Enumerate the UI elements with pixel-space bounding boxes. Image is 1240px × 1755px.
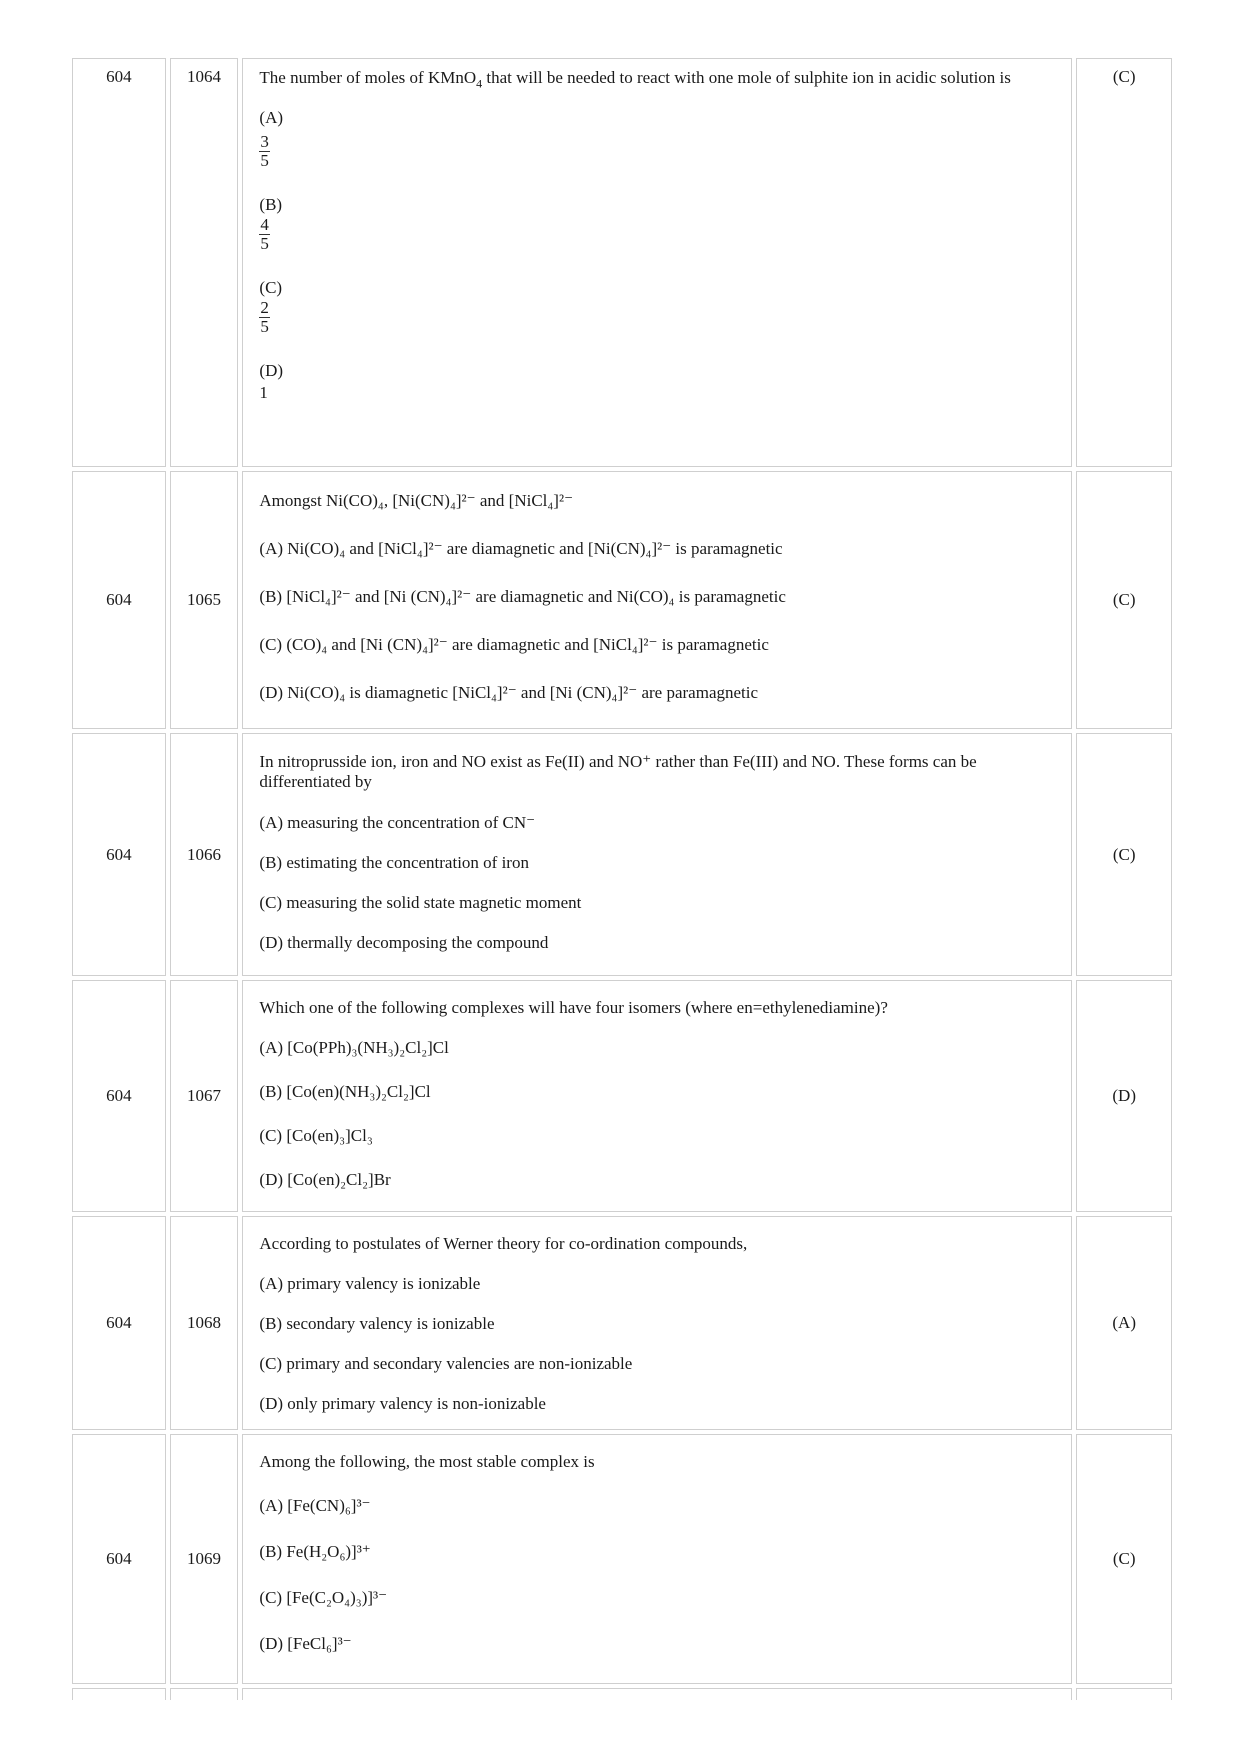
option-d: (D) [Co(en)₂Cl₂]Br: [259, 1170, 391, 1189]
question-number-cell: 1066: [170, 733, 239, 976]
option-c: (C) (CO)₄ and [Ni (CN)₄]²⁻ are diamagnetic and [NiCl₄]²⁻ is paramagnetic: [259, 635, 769, 654]
option-a: (A) $\frac{3}{5}$: [259, 108, 284, 170]
fraction: $\frac{2}{5}$: [260, 298, 269, 336]
table-row: [72, 733, 1172, 976]
subject-code-cell: 604: [72, 733, 166, 976]
question-cell: [242, 980, 1072, 1212]
question-text: In nitroprusside ion, iron and NO exist as Fe(II) and NO⁺ rather than Fe(III) and NO. These forms can be differentiated by: [259, 752, 977, 791]
option-b: (B) Fe(H₂O₆)]³⁺: [259, 1542, 371, 1561]
question-text: According to postulates of Werner theory for co-ordination compounds,: [259, 1234, 748, 1253]
question-number-cell: 1064: [170, 58, 239, 467]
question-number-cell: 1065: [170, 471, 239, 729]
subject-code-cell: 604: [72, 58, 166, 467]
option-b: (B) secondary valency is ionizable: [259, 1314, 495, 1333]
option-c: (C) [Co(en)₃]Cl₃: [259, 1126, 373, 1145]
option-b: (B) [Co(en)(NH₃)₂Cl₂]Cl: [259, 1082, 431, 1101]
question-cell: [242, 1216, 1072, 1430]
option-d: (D) only primary valency is non-ionizable: [259, 1394, 546, 1413]
option-d: (D) [FeCl₆]³⁻: [259, 1634, 352, 1653]
subject-code-cell: [72, 1688, 166, 1700]
option-c: (C) measuring the solid state magnetic moment: [259, 893, 582, 912]
question-cell: [242, 58, 1072, 467]
option-c: (C) [Fe(C₂O₄)₃)]³⁻: [259, 1588, 388, 1607]
question-text: Among the following, the most stable complex is: [259, 1452, 595, 1471]
answer-cell: (C): [1076, 1434, 1172, 1684]
table-row: [72, 980, 1172, 1212]
question-number-cell: 1068: [170, 1216, 239, 1430]
subject-code-cell: 604: [72, 980, 166, 1212]
answer-cell: (C): [1076, 471, 1172, 729]
question-text: Amongst Ni(CO)₄, [Ni(CN)₄]²⁻ and [NiCl₄]²⁻: [259, 491, 574, 510]
option-d: (D) thermally decomposing the compound: [259, 933, 549, 952]
option-a: (A) primary valency is ionizable: [259, 1274, 481, 1293]
fraction: $\frac{3}{5}$: [260, 132, 269, 170]
table-row-partial: [72, 1688, 1172, 1700]
question-cell: [242, 1688, 1072, 1700]
option-c: (C) primary and secondary valencies are non-ionizable: [259, 1354, 633, 1373]
answer-cell: [1076, 1688, 1172, 1700]
answer-cell: (D): [1076, 980, 1172, 1212]
option-b: (B) estimating the concentration of iron: [259, 853, 529, 872]
question-number-cell: 1067: [170, 980, 239, 1212]
option-d: (D) 1: [259, 361, 284, 402]
option-a: (A) Ni(CO)₄ and [NiCl₄]²⁻ are diamagnetic and [Ni(CN)₄]²⁻ is paramagnetic: [259, 539, 783, 558]
answer-cell: (C): [1076, 58, 1172, 467]
answer-cell: (C): [1076, 733, 1172, 976]
table-row: [72, 1434, 1172, 1684]
table-row: [72, 58, 1172, 467]
question-text: The number of moles of KMnO$_4$ that will be needed to react with one mole of sulphite ion in acidic solution is: [259, 68, 1011, 91]
question-cell: [242, 733, 1072, 976]
subject-code-cell: 604: [72, 1434, 166, 1684]
question-number-cell: 1069: [170, 1434, 239, 1684]
question-number-cell: [170, 1688, 239, 1700]
option-b: (B) [NiCl₄]²⁻ and [Ni (CN)₄]²⁻ are diamagnetic and Ni(CO)₄ is paramagnetic: [259, 587, 786, 606]
option-b: (B) $\frac{4}{5}$: [259, 195, 283, 253]
option-a: (A) measuring the concentration of CN⁻: [259, 813, 536, 832]
subject-code-cell: 604: [72, 471, 166, 729]
table-row: [72, 1216, 1172, 1430]
option-c: (C) $\frac{2}{5}$: [259, 278, 283, 336]
question-cell: [242, 1434, 1072, 1684]
option-a: (A) [Fe(CN)₆]³⁻: [259, 1496, 371, 1515]
answer-cell: (A): [1076, 1216, 1172, 1430]
question-table: [72, 58, 1172, 1704]
option-a: (A) [Co(PPh)₃(NH₃)₂Cl₂]Cl: [259, 1038, 449, 1057]
table-row: [72, 471, 1172, 729]
question-text: Which one of the following complexes will have four isomers (where en=ethylenediamine)?: [259, 998, 888, 1017]
option-d: (D) Ni(CO)₄ is diamagnetic [NiCl₄]²⁻ and [Ni (CN)₄]²⁻ are paramagnetic: [259, 683, 759, 702]
fraction: $\frac{4}{5}$: [260, 215, 269, 253]
subject-code-cell: 604: [72, 1216, 166, 1430]
question-cell: [242, 471, 1072, 729]
